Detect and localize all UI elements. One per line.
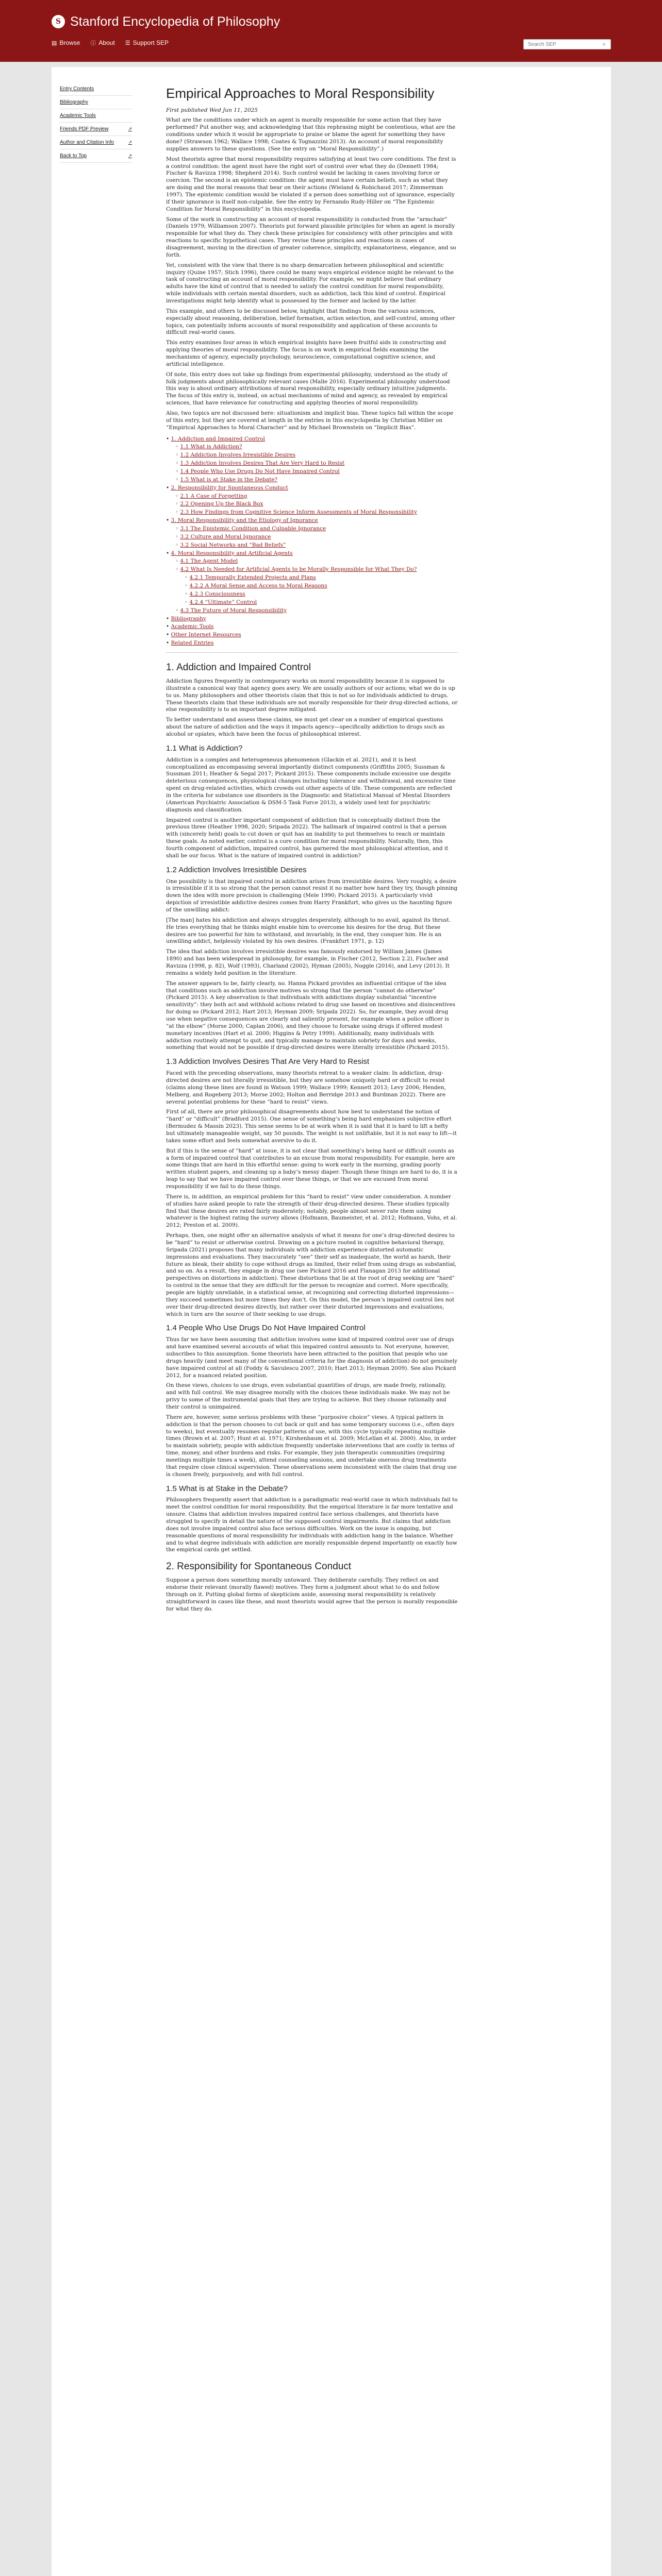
toc-item: ◦ 1.4 People Who Use Drugs Do Not Have Impaired Control xyxy=(175,468,340,475)
page-body xyxy=(52,67,611,2576)
toc-item: ◦ 3.2 Social Networks and “Bad Beliefs” xyxy=(175,541,286,548)
sidebar-item-bibliography[interactable] xyxy=(60,96,132,109)
section-heading: 1.3 Addiction Involves Desires That Are Very Hard to Resist xyxy=(166,1057,370,1066)
toc-item: • Related Entries xyxy=(166,640,214,647)
toc-item: ◦ 3.1 The Epistemic Condition and Culpable Ignorance xyxy=(175,526,326,532)
section-heading: 1.4 People Who Use Drugs Do Not Have Impaired Control xyxy=(166,1324,366,1333)
search-input[interactable] xyxy=(523,39,611,49)
external-link-icon: ↗ xyxy=(128,126,132,131)
sidebar-item-label: Author and Citation Info xyxy=(60,140,114,145)
nav-support-sep[interactable] xyxy=(125,39,169,47)
toc-item: ◦ 4.3 The Future of Moral Responsibility xyxy=(175,607,287,614)
sidebar-item-entry-contents[interactable] xyxy=(60,82,132,96)
toc-link[interactable]: 3. Moral Responsibility and the Etiology of Ignorance xyxy=(171,517,318,524)
intro-paragraph: Yet, consistent with the view that there is no sharp demarcation between philosophical and scientific inquiry (Quine 1957; Stich 1996), there could be many ways empirical evidence might be relevant to the task of constructing an account of moral responsibility. For example, we might believe that ordinary adults have the kind of control that is needed to satisfy the control condition for moral responsibility, while individuals with certain mental disorders, such as addiction, lack this kind of control. Empirical investigations might help identify what is possessed by the former and lacked by the latter. xyxy=(166,262,454,304)
toc-link[interactable]: Bibliography xyxy=(171,615,206,622)
table-of-contents xyxy=(166,436,458,647)
section-paragraph: Thus far we have been assuming that addiction involves some kind of impaired control over use of drugs and have examined several accounts of what this impaired control amounts to. Not everyone, however, subscribes to this assumption. Some theorists have been attracted to the position that people who use drugs heavily (and meet many of the conventional criteria for the diagnosis of addiction) do not genuinely have impaired control at all (Foddy & Savulescu 2007, 2010; Hart 2013; Heyman 2009). See also Pickard 2012, for a nuanced related position. xyxy=(166,1336,458,1379)
section-paragraph: But if this is the sense of “hard” at issue, it is not clear that something’s being hard or difficult counts as a form of impaired control that contributes to an excuse from moral responsibility. For example, here are some things that are hard in this effortful sense: going to work early in the morning, grading poorly written student papers, and cleaning up a baby’s messy diaper. Though these things are hard to do, it is a leap to say that we have impaired control over these things, or that we are excused from moral responsibility if we fail to do these things. xyxy=(166,1147,457,1190)
section-paragraph: There are, however, some serious problems with these “purposive choice” views. A typical pattern in addiction is that the person chooses to cut back or quit and has some temporary success (i.e., often days to weeks), but eventually resumes regular patterns of use, with this cycle typically repeating multiple times (Brown et al. 2007; Hunt et al. 1971; Kirshenbaum et al. 2009; McLellan et al. 2000). Also, in order to maintain sobriety, people with addiction frequently undertake interventions that are costly in terms of time, money, and other burdens and risks. For example, they join therapeutic communities (requiring meetings multiple times a week), attend counseling sessions, and undertake onerous drug treatments that require close clinical supervision. These observations seem inconsistent with the claim that drug use is chosen freely, purposively, and with full control. xyxy=(166,1414,457,1478)
toc-item: ◦ 3.2 Culture and Moral Ignorance xyxy=(175,533,271,540)
page-title: Empirical Approaches to Moral Responsibility xyxy=(166,86,435,101)
nav-about[interactable] xyxy=(90,39,114,47)
section-paragraph: Impaired control is another important component of addiction that is conceptually distinct from the previous three (Heather 1998, 2020; Sripada 2022). The hallmark of impaired control is that a person with (sincerely held) goals to cut down or quit has an inability to put themselves to reach or maintain these goals. As noted earlier, control is a core condition for moral responsibility. Naturally, then, this fourth component of addiction, impaired control, has garnered the most philosophical attention, and it shall be our focus. What is the nature of impaired control in addiction? xyxy=(166,817,449,859)
toc-link[interactable]: Related Entries xyxy=(171,640,214,647)
toc-link[interactable]: 4.2.2 A Moral Sense and Access to Moral Reasons xyxy=(189,583,327,589)
external-link-icon: ↗ xyxy=(128,153,132,158)
toc-item: ◦ 4.2 What Is Needed for Artificial Agents to be Morally Responsible for What They Do? xyxy=(175,566,417,573)
sidebar-item-friends-pdf-preview[interactable] xyxy=(60,123,132,136)
sidebar-item-label: Entry Contents xyxy=(60,86,94,92)
toc-link[interactable]: 4. Moral Responsibility and Artificial Agents xyxy=(171,550,293,556)
book-icon: ▤ xyxy=(52,40,57,46)
toc-item: ◦ 1.5 What is at Stake in the Debate? xyxy=(175,476,278,483)
toc-link[interactable]: 4.2 What Is Needed for Artificial Agents to be Morally Responsible for What They Do? xyxy=(180,566,417,573)
nav-label: About xyxy=(98,39,115,46)
intro-paragraph: Some of the work in constructing an account of moral responsibility is conducted from the “armchair” (Daniels 1979; Williamson 2007). Theorists put forward plausible principles for when an agent is morally responsible for what they do. They check these principles for consistency with other principles and with reactions to specific hypothetical cases. They revise these principles and reactions in cases of disagreement, moving in the direction of greater coherence, simplicity, explanatoriness, elegance, and so forth. xyxy=(166,216,456,258)
divider xyxy=(166,652,458,653)
section-paragraph: Addiction figures frequently in contemporary works on moral responsibility because it is supposed to illustrate a canonical way that agency goes awry. We are usually authors of our actions; what we do is up to us. Many philosophers and other theorists claim that this is not so for individuals addicted to drugs. These theorists claim that these individuals are not morally responsible for their drug-directed actions, or else responsibility is to an important degree mitigated. xyxy=(166,678,458,713)
section-paragraph: The answer appears to be, fairly clearly, no. Hanna Pickard provides an influential critique of the idea that conditions such as addiction involve motives so strong that the person “cannot do otherwise” (Pickard 2015). A key observation is that individuals with addictions display substantial “incentive sensitivity”: they both act and withhold actions related to drug use based on incentives and disincentives for doing so (Pickard 2012; Hart 2013; Heyman 2009; Sripada 2022). So, for example, they avoid drug use when negative consequences are clearly and saliently present, for example when a police officer is “at the elbow” (Morse 2000; Caplan 2006), and they choose to forsake using drugs if offered modest monetary incentives (Hart et al. 2000; Higgins & Petry 1999). Additionally, many individuals with addiction routinely attempt to quit, and typically manage to maintain sobriety for days and weeks, something that would not be possible if drug-directed desires were literally irresistible (Pickard 2015). xyxy=(166,980,455,1051)
section-heading: 1. Addiction and Impaired Control xyxy=(166,662,311,673)
toc-link[interactable]: 2. Responsibility for Spontaneous Conduct xyxy=(171,484,288,491)
toc-link[interactable]: 3.2 Social Networks and “Bad Beliefs” xyxy=(180,541,286,548)
intro-paragraph: Also, two topics are not discussed here: situationism and implicit bias. These topics fall within the scope of this entry, but they are covered at length in the entries in this encyclopedia by Christian Miller on “Empirical Approaches to Moral Character” and by Michael Brownstein on “Implicit Bias”. xyxy=(166,410,454,431)
intro-paragraph: Most theorists agree that moral responsibility requires satisfying at least two core conditions. The first is a control condition: the agent must have the right sort of control over what they do (Dennett 1984; Fischer & Ravizza 1998; Shepherd 2014). Such control would be lacking in cases involving force or coercion. The second is an epistemic condition: the agent must have certain beliefs, such as what they are doing and the moral reasons that bear on their actions (Wieland & Robichaud 2017; Zimmerman 1997). The epistemic condition would be violated if a person does something out of ignorance, especially if their ignorance is itself non-culpable. See the entry by Fernando Rudy-Hiller on “The Epistemic Condition for Moral Responsibility” in this encyclopedia. xyxy=(166,156,456,212)
toc-link[interactable]: Academic Tools xyxy=(171,623,214,630)
toc-link[interactable]: 1. Addiction and Impaired Control xyxy=(171,435,266,442)
section-paragraph: Perhaps, then, one might offer an alternative analysis of what it means for one’s drug-directed desires to be “hard” to resist or otherwise control. Drawing on a picture rooted in cognitive behavioral therapy, Sripada (2021) proposes that many individuals with addiction experience distorted automatic impressions and evaluations. They inaccurately “see” their self as inadequate, the world as harsh, their future as bleak, their ability to cope without drugs as limited, their relief from using drugs as substantial, and so on. As a result, they engage in drug use (see Pickard 2016 and Flanagan 2013 for additional perspectives on distortions in addiction). These distortions that lie at the root of drug seeking are “hard” to control in the sense that they are difficult for the person to recognize and correct. More specifically, people are highly unreliable, in a statistical sense, at recognizing and correcting distorted impressions—they succeed sometimes but more times they don’t. On this model, the person’s impaired control lies not over their drug-directed desires directly, but rather over their distorted impressions and evaluations, which in turn are the source of their seeking to use drugs. xyxy=(166,1232,457,1317)
search-icon[interactable]: ⌕ xyxy=(602,41,606,47)
toc-item: ◦ 4.1 The Agent Model xyxy=(175,558,238,565)
toc-link[interactable]: 1.1 What is Addiction? xyxy=(180,444,242,450)
toc-item: • Academic Tools xyxy=(166,623,214,630)
site-banner xyxy=(0,0,662,62)
toc-item: ◦ 2.3 How Findings from Cognitive Science Inform Assessments of Moral Responsibility xyxy=(175,509,417,516)
section-paragraph: To better understand and assess these claims, we must get clear on a number of empirical questions about the nature of addiction and the ways it impacts agency—specifically addiction to drugs such as alcohol or opiates, which have been the focus of philosophical interest. xyxy=(166,717,445,738)
toc-link[interactable]: 4.3 The Future of Moral Responsibility xyxy=(180,607,287,614)
sidebar-item-label: Back to Top xyxy=(60,153,87,159)
toc-item: ◦ 4.2.2 A Moral Sense and Access to Moral Reasons xyxy=(185,583,327,589)
section-paragraph: One possibility is that impaired control in addiction arises from irresistible desires. Very roughly, a desire is irresistible if it is so strong that the person cannot resist it no matter how hard they try, though pinning down the idea with more precision is challenging (Mele 1990; Pickard 2015). A particularly vivid depiction of irresistible addictive desires comes from Harry Frankfurt, who gives us the haunting figure of the unwilling addict: xyxy=(166,878,458,913)
section-paragraph: On these views, choices to use drugs, even substantial quantities of drugs, are made freely, rationally, and with full control. We may disagree morally with the choices these individuals make. We may not be privy to some of the instrumental goals that they are trying to achieve. But they choose rationally and their control is unimpaired. xyxy=(166,1382,450,1410)
main-text xyxy=(166,661,458,1613)
toc-link[interactable]: 4.2.3 Consciousness xyxy=(189,590,245,597)
toc-link[interactable]: 3.2 Culture and Moral Ignorance xyxy=(180,533,271,540)
toc-link[interactable]: 4.2.4 “Ultimate” Control xyxy=(189,599,257,605)
toc-item: ◦ 4.2.4 “Ultimate” Control xyxy=(185,599,257,605)
article xyxy=(166,85,458,1616)
toc-link[interactable]: 1.4 People Who Use Drugs Do Not Have Impaired Control xyxy=(180,468,340,475)
gift-icon: ☰ xyxy=(125,40,130,46)
toc-item: • Other Internet Resources xyxy=(166,632,241,638)
section-paragraph: Addiction is a complex and heterogeneous phenomenon (Glackin et al. 2021), and it is best conceptualized as encompassing several importantly distinct components (Griffiths 2005; Sussman & Sussman 2011; Heather & Segal 2017; Pickard 2015). These components include excessive use despite deleterious consequences, physiological changes including tolerance and withdrawal, and excessive time spent on drug-related activities, which crowds out other aspects of life. These components are reflected in the criteria for substance use disorders in the Diagnostic and Statistical Manual of Mental Disorders (American Psychiatric Association & DSM-5 Task Force 2013), a widely used text for psychiatric diagnosis and classification. xyxy=(166,756,456,813)
site-name[interactable]: Stanford Encyclopedia of Philosophy xyxy=(70,14,280,29)
publication-info: First published Wed Jun 11, 2025 xyxy=(166,107,258,113)
intro-paragraph: This entry examines four areas in which empirical insights have been fruitful aids in constructing and applying theories of moral responsibility. The focus is on work in empirical fields examining the mechanisms of agency, especially psychology, neuroscience, computational cognitive science, and artificial intelligence. xyxy=(166,340,446,367)
section-paragraph: There is, in addition, an empirical problem for this “hard to resist” view under consideration. A number of studies have asked people to rate the strength of their drug-directed desires. These studies typically find that these desires are rated fairly moderately; notably, people almost never rate them using whatever is the highest rating the survey allows (Hofmann, Baumeister, et al. 2012; Hofmann, Vohs, et al. 2012; Preston et al. 2009). xyxy=(166,1193,457,1229)
toc-item: ◦ 2.1 A Case of Forgetting xyxy=(175,493,247,499)
toc-link[interactable]: 1.2 Addiction Involves Irresistible Desires xyxy=(180,452,295,459)
toc-item: • 4. Moral Responsibility and Artificial Agents xyxy=(166,550,293,556)
preamble xyxy=(166,117,458,431)
section-heading: 1.5 What is at Stake in the Debate? xyxy=(166,1484,288,1493)
entry-sidebar xyxy=(60,82,132,163)
external-link-icon: ↗ xyxy=(128,140,132,145)
nav-label: Browse xyxy=(59,39,80,46)
sidebar-item-back-to-top[interactable] xyxy=(60,149,132,163)
intro-paragraph: What are the conditions under which an agent is morally responsible for some action that they have performed? Put another way, and acknowledging that this rephrasing might be contentious, what are the conditions under which it would be appropriate to praise or blame the agent for something they have done? (Strawson 1962; Wallace 1998; Coates & Tognazzini 2013). An account of moral responsibility supplies answers to these questions. (See the entry on “Moral Responsibility”.) xyxy=(166,117,456,152)
toc-link[interactable]: Other Internet Resources xyxy=(171,632,241,638)
sidebar-item-label: Friends PDF Preview xyxy=(60,126,109,132)
intro-paragraph: Of note, this entry does not take up findings from experimental philosophy, understood as the study of folk judgments about philosophically relevant cases (Malle 2016). Experimental philosophy understood this way is about ordinary attributions of moral responsibility, especially ordinary intuitive judgments. The focus of this entry is, instead, on actual mechanisms of mind and agency, as revealed by empirical sciences, that have relevance for constructing and applying theories of moral responsibility. xyxy=(166,371,450,406)
toc-item: ◦ 1.1 What is Addiction? xyxy=(175,444,242,450)
toc-item: • 3. Moral Responsibility and the Etiology of Ignorance xyxy=(166,517,318,524)
toc-item: ◦ 2.2 Opening Up the Black Box xyxy=(175,501,263,507)
sidebar-item-label: Bibliography xyxy=(60,99,89,105)
site-logo[interactable] xyxy=(52,11,280,32)
info-icon: ⓘ xyxy=(90,40,96,46)
intro-paragraph: This example, and others to be discussed below, highlight that findings from the various sciences, especially about reasoning, deliberation, belief formation, action selection, and self-control, among other topics, can potentially inform accounts of moral responsibility and application of these accounts to difficult real-world cases. xyxy=(166,308,455,336)
sidebar-item-label: Academic Tools xyxy=(60,113,96,118)
nav-browse[interactable] xyxy=(52,39,80,47)
sidebar-item-academic-tools[interactable] xyxy=(60,109,132,123)
top-nav xyxy=(52,39,169,47)
toc-item: ◦ 1.3 Addiction Involves Desires That Are Very Hard to Resist xyxy=(175,460,345,467)
section-heading: 2. Responsibility for Spontaneous Conduct xyxy=(166,1561,352,1572)
toc-link[interactable]: 1.3 Addiction Involves Desires That Are Very Hard to Resist xyxy=(180,460,345,467)
toc-item: ◦ 1.2 Addiction Involves Irresistible Desires xyxy=(175,452,295,459)
section-paragraph: First of all, there are prior philosophical disagreements about how best to understand the notion of “hard” or “difficult” (Bradford 2015). One sense of something’s being hard emphasizes subjective effort (Bermudez & Massin 2023). This sense seems to be at work when it is said that it is hard to lift a hefty but ultimately manageable weight, say 50 pounds. The weight is not unliftable, but it is not easy to lift—it takes some effort and feels somewhat aversive to do it. xyxy=(166,1109,457,1144)
toc-item: • Bibliography xyxy=(166,615,206,622)
section-paragraph: Philosophers frequently assert that addiction is a paradigmatic real-world case in which individuals fail to meet the control condition for moral responsibility. But the empirical literature is far more tentative and unsure. Claims that addiction involves impaired control face serious challenges, and theorists have struggled to specify in detail the nature of the supposed control impairments. But claims that addiction does not involve impaired control also face serious difficulties. Work on the issue is ongoing, but reasonable questions of moral responsibility for individuals with addiction hang in the balance. Whether and to what degree individuals with addiction are morally responsible depend importantly on exactly how the empirical cards get settled. xyxy=(166,1497,458,1553)
toc-link[interactable]: 4.1 The Agent Model xyxy=(180,558,238,565)
section-paragraph: Suppose a person does something morally untoward. They deliberate carefully. They reflect on and endorse their relevant (morally flawed) motives. They form a judgment about what to do and follow through on it. Putting global forms of skepticism aside, assessing moral responsibility is relatively straightforward in cases like these, and most theorists would agree that the person is morally responsible for what they do. xyxy=(166,1577,458,1612)
section-heading: 1.1 What is Addiction? xyxy=(166,743,243,753)
toc-item: ◦ 4.2.1 Temporally Extended Projects and Plans xyxy=(185,574,316,581)
toc-link[interactable]: 2.3 How Findings from Cognitive Science Inform Assessments of Moral Responsibility xyxy=(180,509,417,516)
toc-link[interactable]: 2.2 Opening Up the Black Box xyxy=(180,501,263,507)
toc-link[interactable]: 1.5 What is at Stake in the Debate? xyxy=(180,476,278,483)
section-paragraph: Faced with the preceding observations, many theorists retreat to a weaker claim: In addiction, drug-directed desires are not literally irresistible, but they are somehow uniquely hard or difficult to resist (claims along these lines are found in Watson 1999; Wallace 1999; Kennett 2013; Levy 2006; Henden, Melberg, and Rogeberg 2013; Morse 2002; Holton and Berridge 2013 and Burdman 2022). There are several potential problems for these “hard to resist” views. xyxy=(166,1070,446,1105)
nav-label: Support SEP xyxy=(133,39,169,46)
toc-link[interactable]: 2.1 A Case of Forgetting xyxy=(180,493,247,499)
toc-item: • 1. Addiction and Impaired Control xyxy=(166,435,266,442)
toc-link[interactable]: 3.1 The Epistemic Condition and Culpable Ignorance xyxy=(180,526,326,532)
section-paragraph: The idea that addiction involves irresistible desires was famously endorsed by William James (James 1890) and has been widespread in philosophy, for example, in Fischer (2012, Section 2.2), Fischer and Ravizza (1998, p. 82), Wolf (1993), Charland (2002), Hyman (2005), Noggle (2016), and Levy (2013). It remains a widely held position in the literature. xyxy=(166,948,450,976)
toc-item: ◦ 4.2.3 Consciousness xyxy=(185,590,245,597)
sidebar-item-author-and-citation-info[interactable] xyxy=(60,136,132,149)
section-paragraph: [The man] hates his addiction and always struggles desperately, although to no avail, against its thrust. He tries everything that he thinks might enable him to overcome his desires for the drug. But these desires are too powerful for him to withstand, and invariably, in the end, they conquer him. He is an unwilling addict, helplessly violated by his own desires. (Frankfurt 1971, p. 12) xyxy=(166,917,451,945)
seal-icon: S xyxy=(52,15,65,28)
toc-link[interactable]: 4.2.1 Temporally Extended Projects and Plans xyxy=(189,574,316,581)
section-heading: 1.2 Addiction Involves Irresistible Desires xyxy=(166,865,307,874)
toc-item: • 2. Responsibility for Spontaneous Conduct xyxy=(166,484,288,491)
